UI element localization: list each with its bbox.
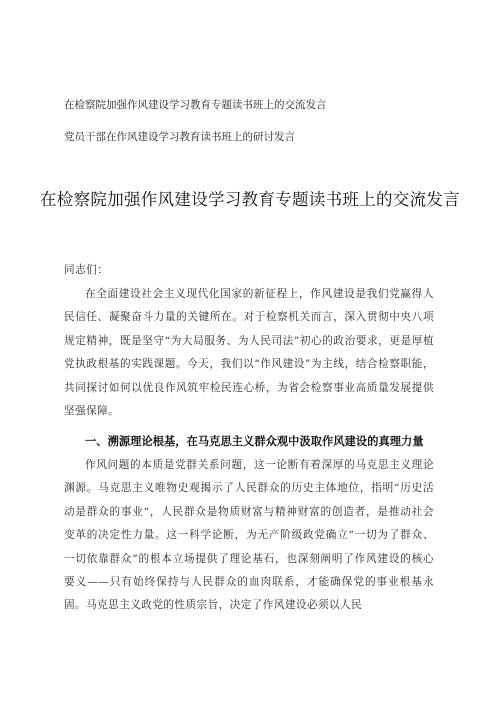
paragraph-intro: 在全面建设社会主义现代化国家的新征程上，作风建设是我们党赢得人民信任、凝聚奋斗力量的关键所在。对于检察机关而言，深入贯彻中央八项规定精神，既是坚守“为大局服务、为人民司法”初心的政治要求，更是厚植党执政根基的实践课题。今天，我们以“作风建设”为主线，结合检察职能，共同探讨如何以优良作风筑牢检民连心桥，为省会检察事业高质量发展提供坚强保障。 bbox=[64, 288, 434, 418]
toc-item-1[interactable]: 在检察院加强作风建设学习教育专题读书班上的交流发言 bbox=[64, 99, 327, 111]
toc-item-2[interactable]: 党员干部在作风建设学习教育读书班上的研讨发言 bbox=[64, 131, 295, 143]
salutation: 同志们： bbox=[64, 264, 109, 276]
document-title: 在检察院加强作风建设学习教育专题读书班上的交流发言 bbox=[40, 190, 460, 209]
paragraph-section-1: 作风问题的本质是党群关系问题，这一论断有着深厚的马克思主义理论渊源。马克思主义唯物史观揭示了人民群众的历史主体地位，指明“历史活动是群众的事业“，人民群众是物质财富与精神财富的创造者，是推动社会变革的决定性力量。这一科学论断，为无产阶级政党确立“一切为了群众、一切依靠群众”的根本立场提供了理论基石，也深刻阐明了作风建设的核心要义——只有始终保持与人民群众的血肉联系，才能确保党的事业根基永固。马克思主义政党的性质宗旨，决定了作风建设必须以人民 bbox=[64, 459, 434, 612]
section-heading-1: 一、溯源理论根基，在马克思主义群众观中汲取作风建设的真理力量 bbox=[85, 435, 424, 448]
